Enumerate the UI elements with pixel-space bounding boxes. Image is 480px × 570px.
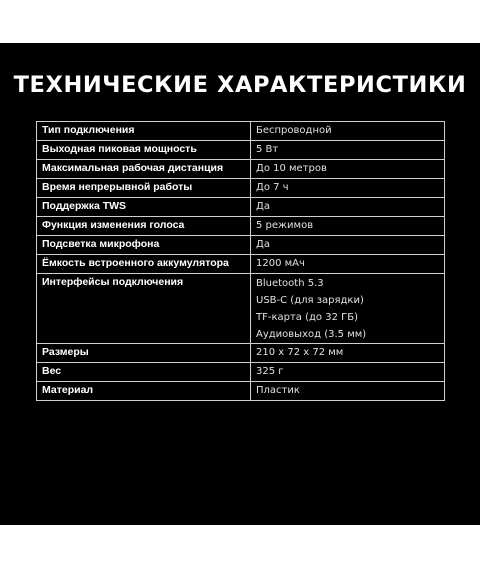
spec-name: Поддержка TWS xyxy=(37,198,251,217)
spec-name: Материал xyxy=(37,382,251,401)
spec-value: Беспроводной xyxy=(251,122,445,141)
spec-value: TF-карта (до 32 ГБ) xyxy=(256,312,358,323)
spec-value: Да xyxy=(251,236,445,255)
spec-value: 325 г xyxy=(251,363,445,382)
spec-name: Вес xyxy=(37,363,251,382)
spec-value: Да xyxy=(251,198,445,217)
table-row xyxy=(37,160,445,179)
page-title: ТЕХНИЧЕСКИЕ ХАРАКТЕРИСТИКИ xyxy=(13,72,467,98)
spec-value: 1200 мАч xyxy=(251,255,445,274)
spec-value: Аудиовыход (3.5 мм) xyxy=(256,329,367,340)
spec-value-list xyxy=(251,274,445,344)
spec-name: Размеры xyxy=(37,344,251,363)
table-row xyxy=(37,382,445,401)
table-row xyxy=(37,236,445,255)
table-row xyxy=(37,344,445,363)
spec-name: Тип подключения xyxy=(37,122,251,141)
spec-value: До 10 метров xyxy=(251,160,445,179)
table-row xyxy=(37,122,445,141)
spec-name: Функция изменения голоса xyxy=(37,217,251,236)
spec-value: 5 режимов xyxy=(251,217,445,236)
spec-value: 210 x 72 x 72 мм xyxy=(251,344,445,363)
table-row xyxy=(37,141,445,160)
spec-value: 5 Вт xyxy=(251,141,445,160)
spec-name: Выходная пиковая мощность xyxy=(37,141,251,160)
spec-value: Bluetooth 5.3 xyxy=(256,278,324,289)
spec-value: Пластик xyxy=(251,382,445,401)
table-row xyxy=(37,274,445,344)
spec-name: Подсветка микрофона xyxy=(37,236,251,255)
table-row xyxy=(37,198,445,217)
table-row xyxy=(37,217,445,236)
table-row xyxy=(37,363,445,382)
spec-name: Максимальная рабочая дистанция xyxy=(37,160,251,179)
spec-name: Ёмкость встроенного аккумулятора xyxy=(37,255,251,274)
spec-value: До 7 ч xyxy=(251,179,445,198)
spec-value: USB-C (для зарядки) xyxy=(256,295,364,306)
spec-name: Интерфейсы подключения xyxy=(37,274,251,344)
table-row xyxy=(37,179,445,198)
spec-table xyxy=(36,121,445,401)
spec-name: Время непрерывной работы xyxy=(37,179,251,198)
table-row xyxy=(37,255,445,274)
